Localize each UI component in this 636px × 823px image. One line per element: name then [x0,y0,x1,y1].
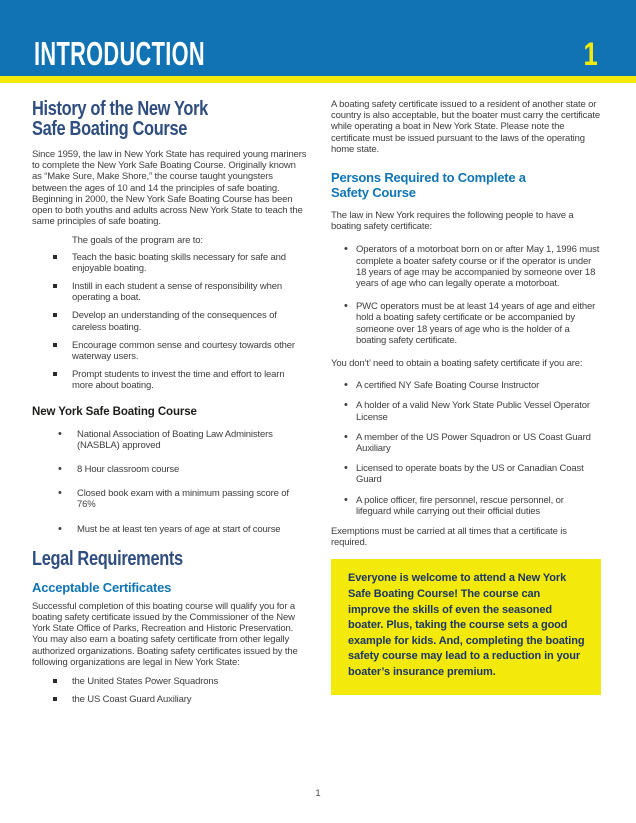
out-of-state-paragraph: A boating safety certificate issued to a resident of another state or country is also acceptable, but the boater must carry the certificate while operating a boat in New York State. Please note the certificate must be issued pursuant to the laws of the operating home state. [331,99,600,155]
heading-history-line1: History of the New York [32,98,208,120]
list-item: • PWC operators must be at least 14 years of age and either hold a boating safety certificate or be accompanied by someone over 18 years of age who is the holder of a boating safety certificate. [331,301,601,346]
list-item: • National Association of Boating Law Administers (NASBLA) approved [32,429,307,451]
exemptions-list [331,380,601,517]
page-number: 1 [315,788,321,799]
list-item: Instill in each student a sense of responsibility when operating a boat. [32,281,307,303]
heading-legal-line: Legal Requirements [32,547,183,570]
list-item: Encourage common sense and courtesy towards other waterway users. [32,340,307,362]
subheading-acceptable-certificates: Acceptable Certificates [32,579,172,595]
exemptions-note: Exemptions must be carried at all times that a certificate is required. [331,526,567,549]
acceptable-certificates-paragraph: Successful completion of this boating course will qualify you for a boating safety certificate issued by the Commissioner of the New York State Office of Parks, Recreation and Historic Preservation. You may also earn a boating safety certificate from other legally authorized organizations. Boating safety certificates issued by the following organizations are legal in New York State: [32,600,298,668]
chapter-number: 1 [583,36,598,72]
chapter-banner [0,0,636,76]
history-paragraph: Since 1959, the law in New York State has required young mariners to complete the New York Safe Boating Course. Originally known as “Make Sure, Make Shore,” the course taught youngsters between the ages of 10 and 14 the principles of safe boating. Beginning in 2000, the New York Safe Boating Course has been open to both youths and adults across New York State to teach the same principles of safe boating. [32,149,307,228]
page-body [0,83,636,713]
accent-rule [0,76,636,83]
list-item: • Must be at least ten years of age at start of course [32,524,307,535]
list-item: • A certified NY Safe Boating Course Instructor [331,380,601,391]
exemptions-intro: You don’t’ need to obtain a boating safety certificate if you are: [331,358,583,370]
chapter-title: INTRODUCTION [34,35,205,72]
right-column [331,99,601,713]
list-item: Develop an understanding of the consequences of careless boating. [32,310,307,332]
course-features-list [32,429,307,535]
heading-history [32,99,307,139]
list-item: the US Coast Guard Auxiliary [32,694,307,705]
goals-list [32,252,307,392]
list-item: • Operators of a motorboat born on or after May 1, 1996 must complete a boater safety course or if the operator is under 18 years of age may be accompanied by someone over 18 years of age who can legally operate a motorboat. [331,244,601,289]
persons-required-list [331,244,601,346]
subheading-persons-line1: Persons Required to Complete a [331,170,526,186]
left-column [32,99,307,713]
heading-history-line2: Safe Boating Course [32,118,188,140]
list-item: • 8 Hour classroom course [32,464,307,475]
callout-box [331,559,601,694]
callout-text: Everyone is welcome to attend a New York Safe Boating Course! The course can improve the skills of even the seasoned boater. Plus, taking the course sets a good example for kids. And, completing the boating safety course may lead to a reduction in your boater’s insurance premium. [348,572,585,679]
persons-intro: The law in New York requires the following people to have a boating safety certificate: [331,210,574,233]
page-footer [0,783,636,801]
list-item: the United States Power Squadrons [32,676,307,687]
legal-organizations-list [32,676,307,705]
heading-ny-course: New York Safe Boating Course [32,405,197,418]
goals-intro: The goals of the program are to: [72,235,203,247]
subheading-persons-required [331,170,601,200]
list-item: • A member of the US Power Squadron or US Coast Guard Auxiliary [331,432,601,454]
list-item: Teach the basic boating skills necessary for safe and enjoyable boating. [32,252,307,274]
subheading-persons-line2: Safety Course [331,185,416,201]
list-item: • A police officer, fire personnel, rescue personnel, or lifeguard while carrying out their official duties [331,495,601,517]
list-item: • Closed book exam with a minimum passing score of 76% [32,488,307,510]
list-item: • Licensed to operate boats by the US or Canadian Coast Guard [331,463,601,485]
list-item: • A holder of a valid New York State Public Vessel Operator License [331,400,601,422]
heading-legal [32,549,307,569]
list-item: Prompt students to invest the time and effort to learn more about boating. [32,369,307,391]
